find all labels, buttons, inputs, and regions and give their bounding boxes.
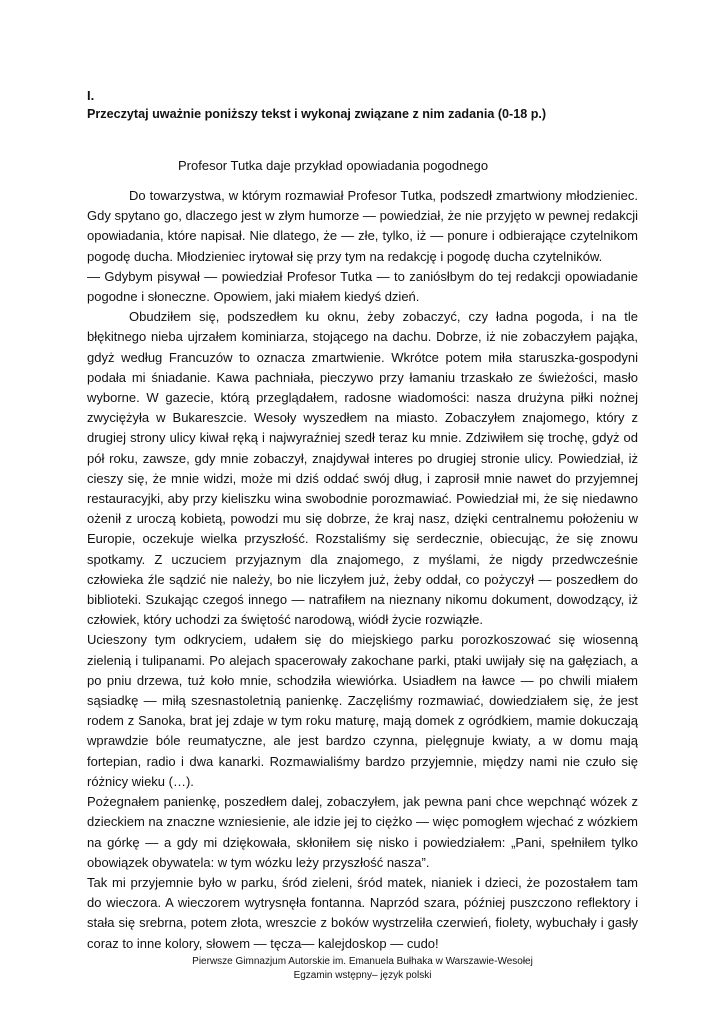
story-paragraph: Pożegnałem panienkę, poszedłem dalej, zobaczyłem, jak pewna pani chce wepchnąć wózek z dzieckiem na znaczne wzniesienie, ale idzie jej to ciężko — więc pomogłem wjechać z wózkiem na górkę — a gdy mi dziękowała, skłoniłem się nisko i powiedziałem: „Pani, spełniłem tylko obowiązek obywatela: w tym wózku leży przyszłość nasza”. (87, 794, 638, 870)
story-paragraph: Do towarzystwa, w którym rozmawiał Profesor Tutka, podszedł zmartwiony młodzieniec. Gdy spytano go, dlaczego jest w złym humorze — powiedział, że nie przyjęto w pewnej redakcji opowiadania, które napisał. Nie dlatego, że — złe, tylko, iż — ponure i odbierające czytelnikom pogodę ducha. Młodzieniec irytował się przy tym na redakcję i pogodę ducha czytelników. (87, 188, 638, 264)
story-paragraph: Obudziłem się, podszedłem ku oknu, żeby zobaczyć, czy ładna pogoda, i na tle błękitnego nieba ujrzałem kominiarza, stojącego na dachu. Dobrze, iż nie zobaczyłem pająka, gdyż według Francuzów to oznacza zmartwienie. Wkrótce potem miła staruszka-gospodyni podała mi śniadanie. Kawa pachniała, pieczywo przy łamaniu trzaskało ze świeżości, masło wyborne. W gazecie, którą przeglądałem, radosne wiadomości: nasza drużyna piłki nożnej zwyciężyła w Bukareszcie. Wesoły wyszedłem na miasto. Zobaczyłem znajomego, który z drugiej strony ulicy kiwał ręką i najwyraźniej szedł teraz ku mnie. Zdziwiłem się trochę, gdyż od pół roku, zawsze, gdy mnie zobaczył, znajdywał interes po drugiej stronie ulicy. Powiedział, iż cieszy się, że mnie widzi, może mi dziś oddać swój dług, i zaprosił mnie nawet do przyjemnej restauracyjki, aby przy kieliszku wina swobodnie porozmawiać. Powiedział mi, że się niedawno ożenił z uroczą kobietą, powodzi mu się dobrze, że kraj nasz, dzięki centralnemu położeniu w Europie, oczekuje wielka przyszłość. Rozstaliśmy się serdecznie, obiecując, że się znowu spotkamy. Z uczuciem przyjaznym dla znajomego, z myślami, że nigdy przedwcześnie człowieka źle sądzić nie należy, bo nie liczyłem już, żeby oddał, co pożyczył — poszedłem do biblioteki. Szukając czegoś innego — natrafiłem na nieznany nikomu dokument, dowodzący, iż człowiek, który uchodzi za świętość narodową, wiódł życie rozwiązłe. (87, 309, 638, 628)
story-paragraph: Ucieszony tym odkryciem, udałem się do miejskiego parku porozkoszować się wiosenną zielenią i tulipanami. Po alejach spacerowały zakochane parki, ptaki uwijały się na gałęziach, a po pniu drzewa, tuż koło mnie, schodziła wiewiórka. Usiadłem na ławce — po chwili miałem sąsiadkę — miłą szesnastoletnią panienkę. Zaczęliśmy rozmawiać, dowiedziałem się, że jest rodem z Sanoka, brat jej zdaje w tym roku maturę, mają domek z ogródkiem, mamie dokuczają wprawdzie bóle reumatyczne, ale jest bardzo czynna, pielęgnuje kwiaty, a w domu mają fortepian, radio i dwa kanarki. Rozmawialiśmy bardzo przyjemnie, między nami nie czuło się różnicy wieku (…). (87, 632, 638, 789)
footer-exam: Egzamin wstępny– język polski (293, 970, 432, 981)
footer-school: Pierwsze Gimnazjum Autorskie im. Emanuela Bułhaka w Warszawie-Wesołej (192, 956, 533, 967)
story-paragraph: Tak mi przyjemnie było w parku, śród zieleni, śród matek, nianiek i dzieci, że pozostałem tam do wieczora. A wieczorem wytrysnęła fontanna. Naprzód szara, później puszczono reflektory i stała się srebrna, potem złota, wreszcie z boków wystrzeliła czerwień, fiolety, wybuchały i gasły coraz to inne kolory, słowem — tęcza— kalejdoskop — cudo! (87, 874, 638, 951)
task-instruction: Przeczytaj uważnie poniższy tekst i wykonaj związane z nim zadania (0-18 p.) (87, 107, 547, 121)
story-body (87, 186, 638, 954)
section-number: I. (87, 88, 95, 103)
page-footer (87, 955, 638, 983)
story-title: Profesor Tutka daje przykład opowiadania pogodnego (178, 158, 489, 173)
story-paragraph: — Gdybym pisywał — powiedział Profesor Tutka — to zaniósłbym do tej redakcji opowiadanie pogodne i słoneczne. Opowiem, jaki miałem kiedyś dzień. (87, 268, 638, 305)
